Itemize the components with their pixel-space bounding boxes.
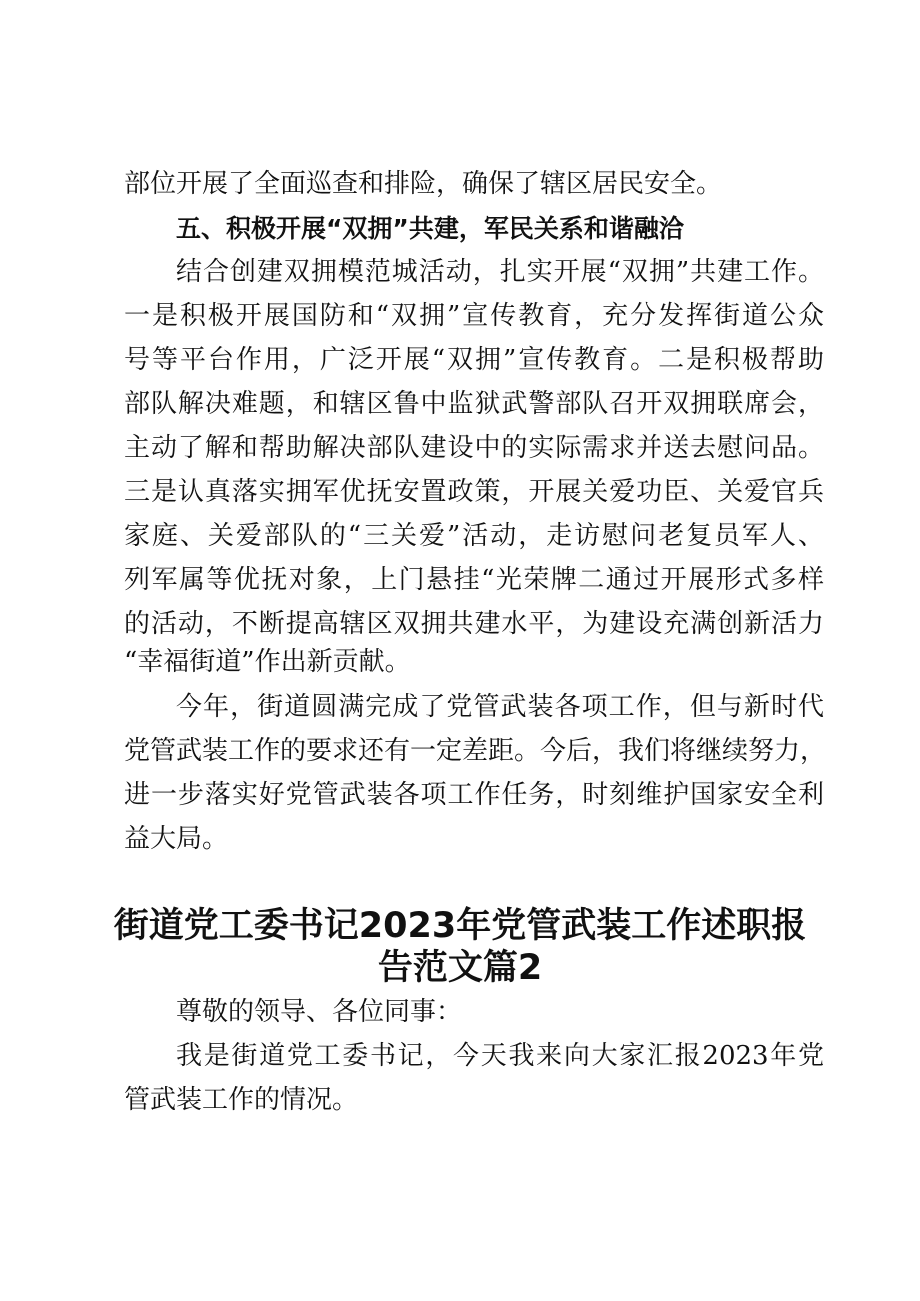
- paragraph-line: 今年，街道圆满完成了党管武装各项工作，但与新时代: [176, 692, 824, 722]
- paragraph-line: 的活动，不断提高辖区双拥共建水平，为建设充满创新活力: [124, 609, 824, 639]
- paragraph-line: 一是积极开展国防和“双拥”宣传教育，充分发挥街道公众: [124, 301, 824, 331]
- paragraph-line: 部队解决难题，和辖区鲁中监狱武警部队召开双拥联席会，: [124, 389, 824, 419]
- paragraph-line: 我是街道党工委书记，今天我来向大家汇报2023年党: [176, 1041, 824, 1071]
- paragraph-line: 号等平台作用，广泛开展“双拥”宣传教育。二是积极帮助: [124, 345, 824, 375]
- paragraph-line: 列军属等优抚对象，上门悬挂“光荣牌二通过开展形式多样: [124, 565, 824, 595]
- paragraph-line: “幸福街道”作出新贡献。: [124, 647, 411, 677]
- article-title-line-2: 告范文篇2: [377, 948, 543, 988]
- paragraph-line: 主动了解和帮助解决部队建设中的实际需求并送去慰问品。: [124, 433, 824, 463]
- article-title-line-1: 街道党工委书记2023年党管武装工作述职报: [113, 906, 807, 946]
- section-heading: 五、积极开展“双拥”共建，军民关系和谐融洽: [176, 214, 684, 243]
- paragraph-line: 结合创建双拥模范城活动，扎实开展“双拥”共建工作。: [176, 257, 824, 287]
- paragraph-line: 进一步落实好党管武装各项工作任务，时刻维护国家安全利: [124, 780, 824, 810]
- paragraph-line: 益大局。: [124, 824, 229, 854]
- paragraph-line: 三是认真落实拥军优抚安置政策，开展关爱功臣、关爱官兵: [124, 477, 824, 507]
- paragraph-line: 部位开展了全面巡查和排险，确保了辖区居民安全。: [124, 169, 723, 199]
- salutation: 尊敬的领导、各位同事：: [176, 997, 463, 1027]
- paragraph-line: 家庭、关爱部队的“三关爱”活动，走访慰问老复员军人、: [124, 521, 824, 551]
- paragraph-line: 党管武装工作的要求还有一定差距。今后，我们将继续努力，: [124, 736, 827, 766]
- paragraph-line: 管武装工作的情况。: [124, 1085, 359, 1115]
